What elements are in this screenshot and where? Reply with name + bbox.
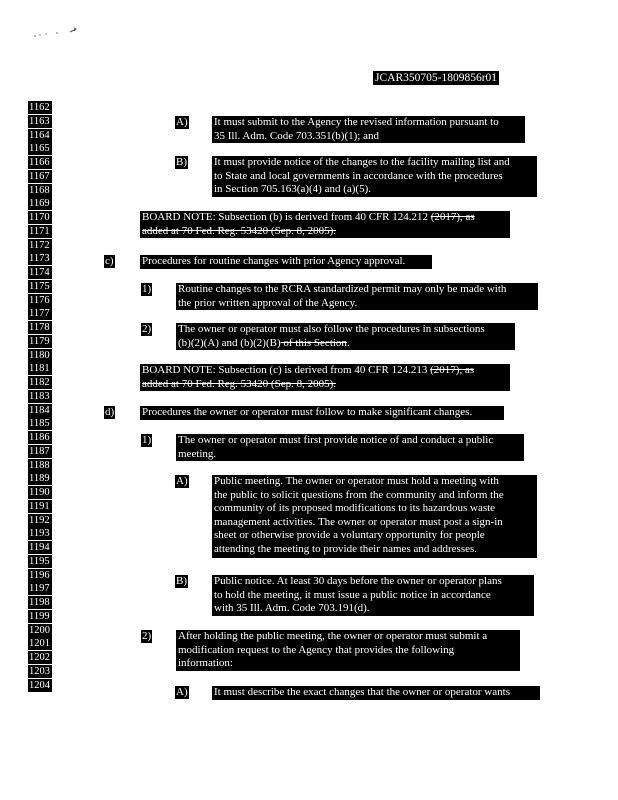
paragraph-c-1: Routine changes to the RCRA standardized permit may only be made with the prior written approval of the Agency. [176, 283, 538, 310]
paragraph-d-1-a: Public meeting. The owner or operator must hold a meeting with the public to solicit questions from the community and inform the community of its proposed modifications to its hazardous waste management activities. The owner or operator must post a sign-in sheet or otherwise provide a voluntary opportunity for people attending the meeting to provide their names and addresses. [212, 475, 537, 558]
line-number: 1195 [28, 555, 52, 568]
line-number: 1177 [28, 307, 52, 320]
subsection-d-heading: Procedures the owner or operator must follow to make significant changes. [140, 406, 504, 420]
line-number: 1173 [28, 252, 52, 265]
document-code-header: JCAR350705-1809856r01 [375, 72, 498, 84]
line-number: 1185 [28, 417, 52, 430]
line-number: 1172 [28, 239, 52, 252]
item-marker: 1) [142, 283, 152, 295]
paragraph-c-2: The owner or operator must also follow the procedures in subsections (b)(2)(A) and (b)(2)(B) of this Section. [176, 323, 515, 350]
line-number: 1192 [28, 514, 52, 527]
line-number: 1167 [28, 170, 52, 183]
line-number: 1171 [28, 225, 52, 238]
line-number: 1182 [28, 376, 52, 389]
paragraph-d-1-b: Public notice. At least 30 days before the owner or operator plans to hold the meeting, it must issue a public notice in accordance with 35 Ill. Adm. Code 703.191(d). [212, 575, 534, 616]
subsection-c-heading: Procedures for routine changes with prior Agency approval. [140, 255, 432, 269]
line-number: 1204 [29, 679, 50, 691]
line-number: 1175 [28, 280, 52, 293]
scan-specks [30, 24, 90, 42]
line-number: 1190 [28, 486, 52, 499]
line-number: 1166 [28, 156, 52, 169]
paragraph-b-1-a: It must submit to the Agency the revised information pursuant to 35 Ill. Adm. Code 703.351(b)(1); and [212, 116, 525, 143]
board-note-b: BOARD NOTE: Subsection (b) is derived from 40 CFR 124.212 (2017), as added at 70 Fed. Reg. 53420 (Sep. 8, 2005). [140, 211, 510, 238]
line-number: 1198 [28, 596, 52, 609]
line-number: 1164 [28, 129, 52, 142]
line-number: 1193 [28, 527, 52, 540]
line-number: 1187 [28, 445, 52, 458]
line-number: 1201 [29, 638, 50, 650]
line-number: 1197 [28, 582, 52, 595]
paragraph-d-1: The owner or operator must first provide notice of and conduct a public meeting. [176, 434, 524, 461]
item-marker: A) [176, 475, 188, 487]
item-marker: c) [105, 255, 114, 267]
line-number: 1186 [28, 431, 52, 444]
line-number: 1183 [28, 390, 52, 403]
line-number: 1194 [28, 541, 52, 554]
line-number: 1169 [28, 197, 52, 210]
line-number: 1162 [28, 101, 52, 114]
line-number: 1179 [28, 335, 52, 348]
item-marker: 1) [142, 434, 152, 446]
line-number: 1202 [29, 652, 50, 663]
item-marker: B) [176, 156, 187, 168]
item-marker: A) [176, 686, 188, 698]
line-number: 1200 [29, 624, 50, 636]
line-number: 1189 [28, 472, 52, 485]
paragraph-d-2-a: It must describe the exact changes that the owner or operator wants [212, 686, 540, 700]
line-number: 1168 [28, 184, 52, 197]
board-note-c: BOARD NOTE: Subsection (c) is derived from 40 CFR 124.213 (2017), as added at 70 Fed. Reg. 53420 (Sep. 8, 2005). [140, 364, 510, 391]
line-number: 1176 [28, 294, 52, 307]
line-number: 1165 [28, 142, 52, 155]
line-number: 1180 [28, 349, 52, 362]
paragraph-b-1-b: It must provide notice of the changes to the facility mailing list and to State and local governments in accordance with the procedures in Section 705.163(a)(4) and (a)(5). [212, 156, 537, 197]
item-marker: 2) [142, 323, 152, 335]
line-number: 1199 [28, 610, 52, 623]
line-number: 1196 [28, 569, 52, 582]
item-marker: 2) [142, 630, 152, 642]
line-number: 1181 [28, 362, 52, 375]
line-number: 1178 [28, 321, 52, 334]
item-marker: B) [176, 575, 187, 587]
line-number: 1184 [28, 404, 52, 417]
line-number: 1203 [29, 665, 50, 677]
line-number: 1191 [28, 500, 52, 513]
paragraph-d-2: After holding the public meeting, the owner or operator must submit a modification request to the Agency that provides the following information: [176, 630, 520, 671]
line-number: 1174 [28, 266, 52, 279]
line-number: 1170 [28, 211, 52, 224]
line-number: 1163 [28, 115, 52, 128]
line-number: 1188 [28, 459, 52, 472]
item-marker: A) [176, 116, 188, 128]
item-marker: d) [105, 406, 115, 418]
